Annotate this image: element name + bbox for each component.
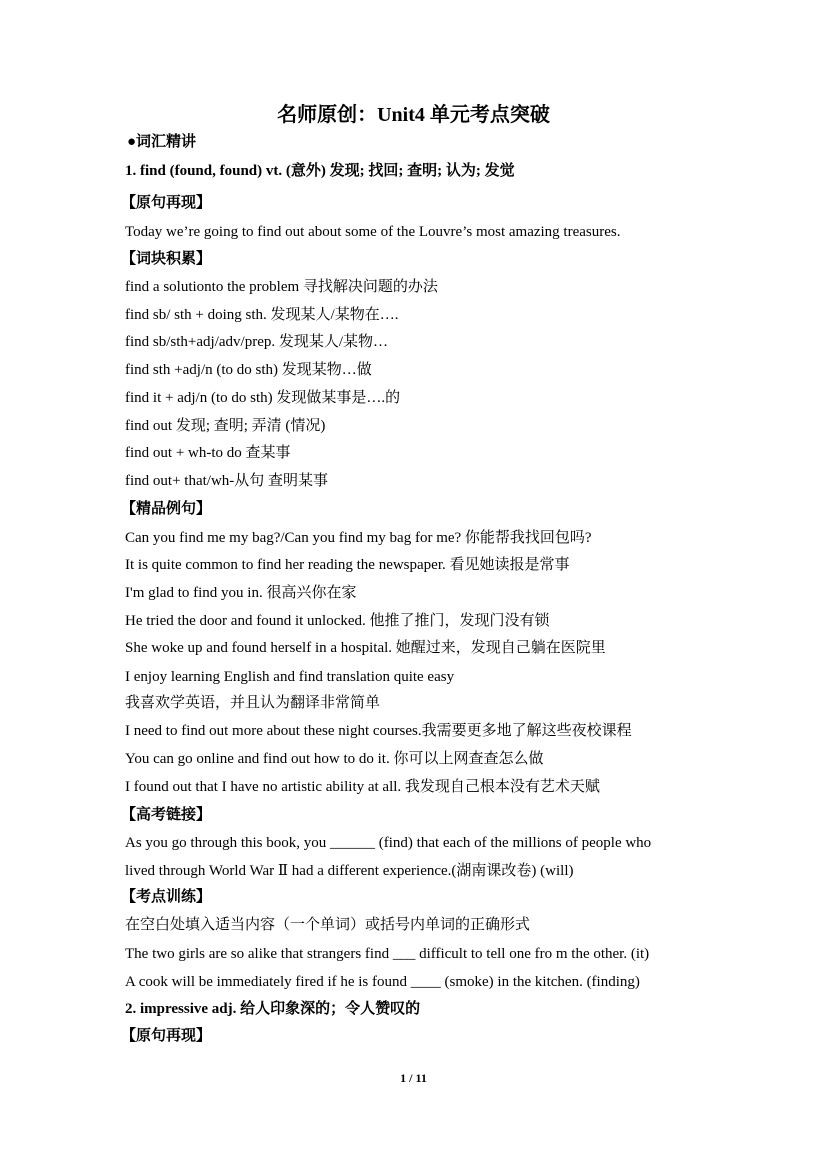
- text-line: find out + wh-to do 查某事: [125, 445, 291, 461]
- text-line: find sb/sth+adj/adv/prep. 发现某人/某物…: [125, 334, 389, 350]
- text-line: I enjoy learning English and find translation quite easy: [125, 669, 455, 685]
- bracket-heading: 【考点训练】: [121, 889, 212, 905]
- bracket-heading: 【原句再现】: [121, 1028, 212, 1044]
- text-line: find a solutionto the problem 寻找解决问题的办法: [125, 279, 438, 295]
- text-line: I'm glad to find you in. 很高兴你在家: [125, 585, 357, 601]
- text-line: lived through World War Ⅱ had a different experience.(湖南课改卷) (will): [125, 863, 574, 879]
- bracket-heading: 【精品例句】: [121, 501, 212, 517]
- text-line: You can go online and find out how to do it. 你可以上网查查怎么做: [125, 751, 544, 767]
- text-line: It is quite common to find her reading the newspaper. 看见她读报是常事: [125, 557, 570, 573]
- text-line: I found out that I have no artistic ability at all. 我发现自己根本没有艺术天赋: [125, 779, 600, 795]
- text-line: find sth +adj/n (to do sth) 发现某物…做: [125, 362, 372, 378]
- bracket-heading: 【原句再现】: [121, 195, 212, 211]
- page-title: 名师原创：Unit4 单元考点突破: [277, 104, 550, 126]
- text-line: 在空白处填入适当内容（一个单词）或括号内单词的正确形式: [125, 917, 531, 933]
- text-line: I need to find out more about these night courses.我需要更多地了解这些夜校课程: [125, 723, 632, 739]
- entry-heading-find: 1. find (found, found) vt. (意外) 发现; 找回; 查明; 认为; 发觉: [125, 163, 515, 179]
- text-line: 我喜欢学英语，并且认为翻译非常简单: [125, 695, 381, 711]
- text-line: Today we’re going to find out about some of the Louvre’s most amazing treasures.: [125, 224, 621, 240]
- entry-heading-impressive: 2. impressive adj. 给人印象深的；令人赞叹的: [125, 1001, 421, 1017]
- text-line: A cook will be immediately fired if he is found ____ (smoke) in the kitchen. (finding): [125, 974, 640, 990]
- section-heading-vocab: ●词汇精讲: [127, 134, 197, 150]
- text-line: find it + adj/n (to do sth) 发现做某事是….的: [125, 390, 401, 406]
- text-line: She woke up and found herself in a hospital. 她醒过来，发现自己躺在医院里: [125, 640, 606, 656]
- text-line: The two girls are so alike that strangers find ___ difficult to tell one fro m the other. (it): [125, 946, 650, 962]
- bracket-heading: 【词块积累】: [121, 251, 212, 267]
- bracket-heading: 【高考链接】: [121, 807, 212, 823]
- text-line: Can you find me my bag?/Can you find my bag for me? 你能帮我找回包吗?: [125, 530, 592, 546]
- text-line: As you go through this book, you ______ (find) that each of the millions of people who: [125, 835, 652, 851]
- text-line: He tried the door and found it unlocked. 他推了推门，发现门没有锁: [125, 613, 550, 629]
- text-line: find out+ that/wh-从句 查明某事: [125, 473, 329, 489]
- page-number: 1 / 11: [400, 1071, 427, 1085]
- text-line: find sb/ sth + doing sth. 发现某人/某物在….: [125, 307, 399, 323]
- text-line: find out 发现; 查明; 弄清 (情况): [125, 418, 326, 434]
